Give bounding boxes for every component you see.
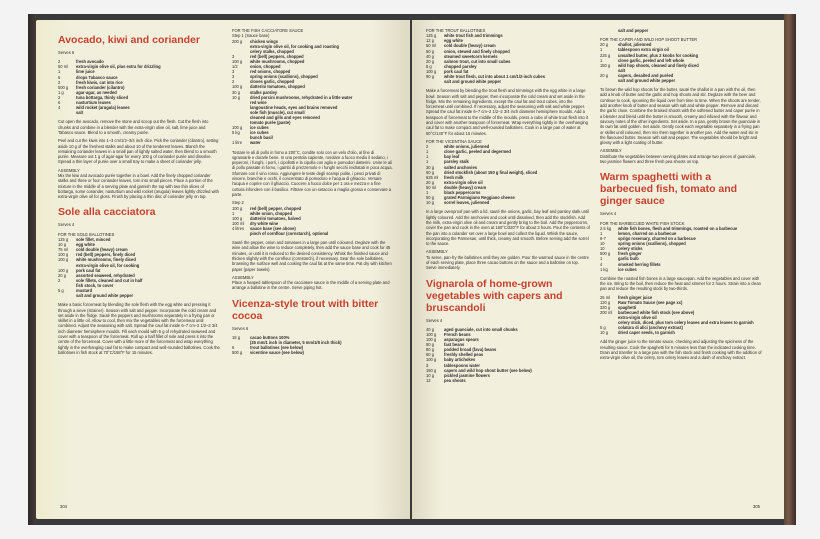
section-label: FOR THE SOLE BALLOTINES xyxy=(58,231,115,237)
ingredient-row xyxy=(600,267,762,272)
ingredient-quantity: 225 g xyxy=(600,52,611,58)
ingredient-quantity: 60 g xyxy=(426,169,434,175)
page-number: 305 xyxy=(753,504,760,509)
ingredient-quantity: 50 g xyxy=(426,195,434,201)
ingredient-name-text: ice cubes xyxy=(250,130,269,136)
ingredient-name xyxy=(250,350,394,355)
ingredient-quantity xyxy=(232,231,250,236)
right-page-column-2 xyxy=(600,28,762,364)
ingredient-name-text: dry white wine xyxy=(250,220,279,226)
book-edge-right xyxy=(784,14,796,525)
ingredient-quantity: 1 xyxy=(600,47,603,53)
ingredient-name-text: colatura di alici (anchovy extract) xyxy=(618,325,683,331)
ingredient-name-text: white mushrooms, finely diced xyxy=(76,257,136,263)
ingredient-quantity: 10 g xyxy=(600,330,608,336)
ingredient-name-text: barbecued white fish stock (see above) xyxy=(618,309,695,315)
ingredient-name-text: pinch of cornflour (cornstarch), optional xyxy=(250,231,329,236)
ingredient-quantity: 1 litre xyxy=(232,140,243,146)
ingredient-quantity: 100 g xyxy=(232,58,243,64)
ingredient-quantity: 500 g xyxy=(58,84,69,90)
ingredient-quantity: 6 xyxy=(58,74,61,80)
ingredient-quantity: 125 g xyxy=(426,33,437,39)
method-paragraph: To brown the wild hop shoots for the butter, sauté the shallot in a pan with the oil, then add a knob of butter and the garlic and hop shoots and stir. Deglaze with the beer and continue to cook, spooning the liquid over from time to time. When the shoots are tender, add another knob of butter and season with salt and white pepper. Remove and discard the garlic clove. Combine the braised shoots with the softened butter and caper purée in a blender and blend until the butter is smooth, creamy and infused with the flavour and savoury notes of the other ingredients. Set aside. In a pan, gently brown the guanciale in its own fat until golden. Set aside. Gently cook each vegetable separately in a frying pan or skillet until coloured, then mix them together in another pan. Add the water and stir in the flavoured butter. Season with salt and pepper. The vegetables should be bright and glossy with a light coating of butter. xyxy=(600,87,761,146)
section-label: Step 2 xyxy=(232,200,244,206)
ingredient-name-text: wild rocket (arugula) leaves xyxy=(76,105,130,111)
ingredient-quantity xyxy=(426,79,444,84)
ingredient-quantity: 3 xyxy=(232,69,235,75)
ingredient-quantity xyxy=(58,110,76,115)
ingredient-quantity: 30 g xyxy=(232,89,240,95)
left-page xyxy=(36,20,410,519)
ingredient-quantity xyxy=(600,78,618,83)
ingredient-name-text: white onion, chopped xyxy=(250,210,293,216)
ingredient-name xyxy=(618,78,762,83)
ingredient-name-text: red wine xyxy=(250,99,267,105)
section-label: Serves 6 xyxy=(58,50,75,55)
method-paragraph: Tostare le ali di pollo in forno a 200°C, condite solo con un velo d'olio, al fine di sgrassarle e dorarle bene. In una pentola capiente, rosolare a fuoco medio il sedano, i peperoni, i funghi, i porri, i cipollotti e la cipolla con aglio e pomodori datterini. Unire le ali di pollo passate in forno, i gambi di prezzemolo e i funghi secchi reidratati in poca acqua. Sfumare con il vino rosso. Aggiungere le teste degli scampi pulite, i pesci privati di viscere, branchie e occhi, il concentrato di pomodoro e l'acqua di ghiaccio. Versare l'acqua e coprire con il ghiaccio. Cuocere a fuoco dolce per 1 ora e mezza e a fine cottura infondere con il basilico. Filtrare con un setaccio a maglia grossa e conservare a parte. xyxy=(232,149,393,197)
ingredient-quantity: 1/2 xyxy=(232,64,238,70)
ingredient-quantity: 80 g xyxy=(426,347,434,353)
ingredient-name-text: pork caul fat xyxy=(444,68,469,74)
ingredient-name-text: bunch basil xyxy=(250,135,273,141)
ingredient-quantity: 20 g xyxy=(426,58,434,64)
ingredient-name xyxy=(250,231,394,236)
ingredient-name-text: parsley stalk xyxy=(444,159,469,165)
ingredient-quantity xyxy=(58,293,76,298)
ingredient-quantity: 200 g xyxy=(232,38,243,44)
ingredient-name-text: sole fillets, cleaned and cut in half xyxy=(76,277,143,283)
ingredient-quantity: 1 xyxy=(426,159,429,165)
ingredient-name-text: sole fish (muscle), cut small xyxy=(250,109,305,115)
ingredient-quantity: 20 g xyxy=(58,272,66,278)
ingredient-name-text: wild hop shoots, cleaned and finely diced xyxy=(618,62,699,68)
ingredient-quantity: 5 g xyxy=(58,288,64,294)
ingredient-name-text: double (heavy) cream xyxy=(444,184,487,190)
ingredient-row xyxy=(232,350,394,355)
ingredient-name-text: pickled jasmine flowers xyxy=(444,372,490,378)
ingredient-name-text: sprigs rosemary, charred on a barbecue xyxy=(618,236,696,242)
ingredient-name xyxy=(618,267,762,272)
ingredient-name-text: egg white xyxy=(444,38,463,44)
ingredient-name-text: unsalted butter, plus 2 knobs for cooking xyxy=(618,52,699,58)
ingredient-name-text: onion, stewed and finely chopped xyxy=(444,48,510,54)
ingredient-quantity: 100 g xyxy=(426,337,437,343)
method-paragraph: Sauté the pepper, onion and tomatoes in a large pan until coloured. Deglaze with the wine and allow the wine to reduce completely, then add the sauce base and cook for 45 minutes, or until it is reduced to the desired consistency. Whisk the finished sauce and thicken slightly with the cornflour (cornstarch), if necessary. Sear the sole ballotines, browning the surface well and cooking the caul fat at the same time. Pat dry with kitchen paper (paper towels). xyxy=(232,240,392,272)
ingredient-name-text: pea shoots xyxy=(444,377,466,383)
ingredient-quantity: 1 xyxy=(58,69,61,75)
ingredient-quantity: 625 ml xyxy=(426,174,439,180)
ingredient-quantity: 200 ml xyxy=(600,309,613,315)
section-label: Serves 6 xyxy=(232,325,249,331)
method-paragraph: Distribute the vegetables between serving plates and arrange two pieces of guanciale, two jasmine flowers and three fresh pea shoots on top. xyxy=(600,153,757,164)
ingredient-name-text: clove garlic, peeled and degermed xyxy=(444,149,511,155)
ingredient-quantity: 2 xyxy=(58,277,61,283)
ingredient-name-text: datterini tomatoes, chopped xyxy=(250,84,305,90)
ingredient-quantity: 2.5 kg xyxy=(600,225,612,231)
ingredient-name-text: salt xyxy=(618,67,626,73)
ingredient-quantity: 10 xyxy=(600,246,605,252)
ingredient-quantity: 100 g xyxy=(232,125,243,131)
ingredient-name-text: lime juice xyxy=(76,69,95,75)
ingredient-name-text: dried caper seeds, to garnish xyxy=(618,330,675,336)
ingredient-quantity: 12 xyxy=(426,377,431,383)
method-paragraph: To serve, pan-fry the ballotines until they are golden. Pour the warmed sauce in the centre of each serving plate, place three cacao buttons on the sauce and a ballotine on top. Serve immediately. xyxy=(426,254,589,271)
ingredient-quantity: 100 g xyxy=(58,252,69,258)
ingredient-name-text: fast beans xyxy=(444,342,465,348)
ingredient-name-text: red (bell) peppers, chopped xyxy=(250,53,304,59)
method-paragraph: Mix the kiwi and avocado purée together in a bowl. Add the finely chopped coriander stalks and three or four coriander leaves, torn into small pieces. Place a portion of the mixture in the middle of a serving plate and garnish the top with two thin slices of bottarga, some coriander, nasturtium and wild rocket (arugula) leaves lightly drizzled with extra-virgin olive oil for gloss. Finish by placing a thin disc of coriander jelly on top. xyxy=(58,173,219,200)
ingredient-quantity: 125 g xyxy=(58,237,69,243)
method-paragraph: In a large ovenproof pan with a lid, sauté the onions, garlic, bay leaf and parsley stalk until lightly coloured. Add the anchovies and cook until dissolved, then add the stockfish. Add the milk, extra-virgin olive oil and cream and gently bring to the boil. Add the peppercorns, cover the pan and cook in the oven at 160°C/320°F for about 3 hours. Pour the contents of the pan into a colander set over a large bowl and collect the liquid. Whisk the sauce, incorporating the Parmesan, until thick, creamy and smooth. Before serving add the sorrel to the sauce. xyxy=(426,209,590,247)
ingredient-name-text: langoustine heads, eyes and brains removed xyxy=(250,104,338,110)
method-paragraph: Make a forcemeat by blending the trout flesh and trimmings with the egg white in a large bowl. Season with salt and pepper, then incorporate the cold cream and set aside in the fridge. Mix the remaining ingredients, except the caul fat and trout cubes, into the forcemeat until combined. If necessary, adjust the seasoning with salt and white pepper. Spread the caul fat inside 6–7 cm–2 1/2–2 3/4 inch diameter hemisphere moulds. Add a teaspoon of forcemeat to the middle of the moulds, press a cube of white trout flesh into it and cover with another teaspoon of forcemeat. Wrap everything tightly in the overhanging caul fat to make compact and well-rounded ballotines. Cook in a large pan of water at 60°C/140°F for about 15 minutes. xyxy=(426,88,589,136)
ingredient-name-text: bay leaf xyxy=(444,154,460,160)
ingredient-quantity: 100 g xyxy=(426,68,437,74)
ingredient-name-text: water xyxy=(250,140,261,146)
ingredient-quantity: 2 xyxy=(58,59,61,65)
ingredient-name-text: aged guanciale, cut into small chunks xyxy=(444,326,518,332)
ingredient-name-text: fish stock, to cover xyxy=(76,282,114,288)
ingredient-quantity xyxy=(600,28,618,33)
ingredient-quantity: 5 g xyxy=(600,325,606,331)
ingredient-name-text: red (bell) pepper, chopped xyxy=(250,205,302,211)
ingredient-name-text: vicentine sauce (see below) xyxy=(250,350,304,356)
ingredient-quantity: 40 g xyxy=(426,53,434,59)
ingredient-name-text: grated Parmigiano Reggiano cheese xyxy=(444,195,515,201)
ingredient-quantity: 8 g xyxy=(426,63,432,69)
ingredient-quantity: 20 g xyxy=(600,72,608,78)
ingredient-name-text: stalks parsley xyxy=(250,89,278,95)
ingredient-name-text: cold double (heavy) cream xyxy=(444,43,496,49)
ingredient-row xyxy=(58,293,220,298)
ingredient-name-text: sorrel leaves, julienned xyxy=(444,200,490,206)
ingredient-name-text: ice cubes xyxy=(618,266,637,272)
ingredient-name-text: fresh avocado xyxy=(76,59,104,65)
ingredient-quantity: 2 xyxy=(232,79,235,85)
ingredient-quantity: 12 g xyxy=(426,38,434,44)
method-paragraph: Add the ginger juice to the tomato sauce, checking and adjusting the spiciness of the resulting sauce. Cook the spaghetti for 5 minutes less than the indicated cooking time. Drain and transfer to a large pan with the fish stock and finish cooking with the addition of extra-virgin olive oil, the celery, torn celery leaves and a dash of anchovy extract. xyxy=(600,339,762,361)
ingredient-quantity: 1 xyxy=(426,149,429,155)
ingredient-name-text: chicken wings xyxy=(250,38,278,44)
ingredient-name-text: spring onions (scallions), chopped xyxy=(618,241,686,247)
ingredient-name-text: dried stockfish (about 150 g final weight), sliced xyxy=(444,169,538,175)
ingredient-name-text: garlic bulb xyxy=(618,256,639,262)
ingredient-name xyxy=(76,110,220,115)
ingredient-quantity: 150 g xyxy=(600,62,611,68)
ingredient-row xyxy=(426,378,590,383)
ingredient-quantity: 1 xyxy=(426,190,429,196)
ingredient-quantity: 6 xyxy=(58,100,61,106)
ingredient-name-text: white onions, julienned xyxy=(444,144,490,150)
ingredient-name-text: extra-virgin olive oil, for cooking and roasting xyxy=(250,43,339,49)
recipe-title: Avocado, kiwi and coriander xyxy=(58,34,200,46)
ingredient-name-text: lemon, charred on a barbecue xyxy=(618,230,677,236)
ingredient-name-text: tablespoons water xyxy=(444,362,480,368)
ingredient-name-text: egg white xyxy=(76,242,95,248)
ingredient-name-text: cloves garlic, chopped xyxy=(250,79,295,85)
ingredient-name-text: cold double (heavy) cream xyxy=(76,247,128,253)
method-paragraph: Place a heaped tablespoon of the cacciatore sauce in the middle of a serving plate and arrange a ballotine in the centre. Serve piping hot. xyxy=(232,280,390,291)
ingredient-quantity: 100 g xyxy=(58,267,69,273)
method-paragraph: Peel and cut the kiwis into 1–3 cm/1/2–3/4 inch dice. Pick the coriander (cilantro), setting aside 10 g of the freshest stalks and about 10 of the tenderest leaves. Blanch the remaining coriander leaves in a small pan of lightly salted water, then blend to a smooth purée. Measure out 1 g of agar-agar for every 100 g of coriander purée and dissolve. Spread a thin layer of purée over a small tray to make a sheet of coriander jelly. xyxy=(58,138,219,165)
book-edge-left xyxy=(28,14,36,525)
ingredient-name xyxy=(444,200,590,205)
ingredient-name-text: drops Tabasco sauce xyxy=(76,74,118,80)
ingredient-name xyxy=(444,378,590,383)
ingredient-quantity: 100 g xyxy=(58,257,69,263)
ingredient-name-text: asparagus spears xyxy=(444,337,479,343)
ingredient-quantity: 5 kg xyxy=(232,130,240,136)
ingredient-name-text: assorted seaweed, rehydrated xyxy=(76,272,135,278)
ingredient-name-text: salt and ground white pepper xyxy=(76,293,134,299)
ingredient-name-text: salmon trout, cut into small cubes xyxy=(444,58,511,64)
ingredient-name-text: datterini tomatoes, halved xyxy=(250,215,301,221)
ingredient-name-text: white fish bones, flesh and trimmings, roasted on a barbecue xyxy=(618,225,738,231)
ingredient-name-text: celery sticks xyxy=(618,246,643,252)
section-label: FOR THE VICENTINA SAUCE xyxy=(426,138,482,144)
ingredient-name-text: onion, chopped xyxy=(250,64,281,70)
ingredient-quantity: 500 g xyxy=(600,251,611,257)
ingredient-quantity: 30 g xyxy=(426,164,434,170)
ingredient-name-text: celery stick, diced, plus torn celery leaves and extra leaves to garnish xyxy=(618,320,754,326)
ingredient-name-text: baby artichokes xyxy=(444,357,476,363)
ingredient-quantity: 25 ml xyxy=(600,294,611,300)
ingredient-quantity: 100 ml xyxy=(232,220,245,226)
section-label: Serves 4 xyxy=(426,317,443,323)
ingredient-name-text: salt and ground white pepper xyxy=(618,78,676,84)
ingredient-quantity: 100 g xyxy=(426,331,437,337)
section-label: ASSEMBLY xyxy=(426,249,448,255)
ingredient-name-text: white trout fish and trimmings xyxy=(444,33,503,39)
ingredient-name-text: shallot, julienned xyxy=(618,42,652,48)
section-label: FOR THE TROUT BALLOTINES xyxy=(426,28,486,33)
page-number: 304 xyxy=(60,504,67,509)
ingredient-quantity: 40 g xyxy=(426,326,434,332)
spacer xyxy=(232,355,394,359)
recipe-title: Vicenza-style trout with bitter cocoa xyxy=(232,297,379,322)
ingredient-quantity: 10 g xyxy=(426,200,434,206)
ingredient-quantity: 10 g xyxy=(232,94,240,100)
ingredient-quantity: 120 g xyxy=(600,299,611,305)
ingredient-row xyxy=(232,231,394,236)
section-label: FOR THE FISH CACCIATORE SAUCE xyxy=(232,28,304,33)
ingredient-quantity: 100 g xyxy=(232,205,243,211)
ingredient-quantity: 90 g xyxy=(426,74,434,80)
right-page-column-1 xyxy=(426,28,590,387)
ingredient-name xyxy=(444,79,590,84)
ingredient-name-text: white trout flesh, cut into about 1 cm/1/2-inch cubes xyxy=(444,74,545,80)
ingredient-name-text: capers, desalted and puréed xyxy=(618,72,674,78)
ingredient-quantity: 6-7 xyxy=(600,236,606,242)
ingredient-name-text: cacao buttons 100% xyxy=(250,335,290,341)
ingredient-name-text: capers and wild hop shoot butter (see below) xyxy=(444,367,532,373)
section-label: FOR THE BARBECUED WHITE FISH STOCK xyxy=(600,220,685,226)
spacer xyxy=(426,383,590,387)
ingredient-row xyxy=(600,330,762,335)
ingredient-name-text: tablespoon extra virgin oil xyxy=(618,47,669,53)
section-label: Serves 4 xyxy=(58,222,75,228)
left-page-column-1 xyxy=(58,34,220,358)
ingredient-name-text: spring onions (scallions), chopped xyxy=(250,74,318,80)
ingredient-quantity: 2 xyxy=(58,94,61,100)
ingredient-quantity: 10 xyxy=(600,241,605,247)
ingredient-name-text: celery stalks, chopped xyxy=(250,48,294,54)
ingredient-row xyxy=(600,78,762,83)
ingredient-name-text: trout ballotines (see below) xyxy=(250,345,303,351)
open-book xyxy=(28,14,796,525)
ingredient-quantity: 500 g xyxy=(232,350,243,356)
ingredient-row xyxy=(600,28,762,33)
ingredient-quantity: 320 g xyxy=(600,304,611,310)
ingredient-quantity: 1 kg xyxy=(600,266,608,272)
ingredient-name-text: extra-virgin olive oil, plus extra for drizzling xyxy=(76,64,161,70)
ingredient-name-text: salted anchovies xyxy=(444,164,477,170)
ingredient-name-text: chopped parsley xyxy=(444,63,477,69)
section-label: Serves 4 xyxy=(600,211,617,217)
ingredient-row xyxy=(426,200,590,205)
section-label: FOR THE CAPER AND WILD HOP SHOOT BUTTER xyxy=(600,37,698,43)
ingredient-quantity: 60 g xyxy=(426,352,434,358)
ingredient-quantity: 18 g xyxy=(232,335,240,341)
ingredient-quantity: 4 xyxy=(600,261,603,267)
ingredient-name xyxy=(618,28,762,33)
ingredient-name-text: fresh coriander (cilantro) xyxy=(76,84,125,90)
recipe-title: Warm spaghetti with a barbecued fish, tomato and ginger sauce xyxy=(600,171,738,208)
ingredient-name-text: Raw Tomato Sauce (see page xx) xyxy=(618,299,683,305)
method-paragraph: Combine the roasted fish bones in a large saucepan. Add the vegetables and cover with the ice. Bring to the boil, then reduce the heat and simmer for 2 hours. Strain into a clean pan and reduce the resulting stock by two-thirds. xyxy=(600,275,761,292)
ingredient-quantity: 50 ml xyxy=(426,43,437,49)
ingredient-quantity: 1 xyxy=(426,154,429,160)
ingredient-name-text: fresh milk xyxy=(444,174,464,180)
ingredient-name-text: tomato purée (paste) xyxy=(250,120,291,126)
ingredient-name-text: steamed sweetcorn kernels xyxy=(444,53,498,59)
ingredient-quantity: 20 g xyxy=(600,42,608,48)
ingredient-quantity: 2 xyxy=(58,79,61,85)
ingredient-quantity: 50 ml xyxy=(58,64,69,70)
ingredient-name-text: spaghetti xyxy=(618,304,637,310)
ingredient-quantity: 20 g xyxy=(426,179,434,185)
ingredient-name-text: extra-virgin olive oil xyxy=(618,315,657,320)
ingredient-quantity: 3 xyxy=(232,53,235,59)
section-label: Step 1 (Sauce base) xyxy=(232,33,270,39)
ingredient-name-text: clove garlic, peeled and left whole xyxy=(618,57,685,63)
ingredient-quantity: 10 g xyxy=(58,242,66,248)
ingredient-name-text: cleaned and gills and eyes removed xyxy=(250,115,320,120)
ingredient-quantity: 50 ml xyxy=(426,184,437,190)
method-paragraph: Make a basic forcemeat by blending the sole flesh with the egg white and pressing it through a sieve (strainer). Season with salt and pepper. Incorporate the cold cream and set aside in the fridge. Sauté the peppers and mushrooms separately in a frying pan or skillet in a little oil. Allow to cool, then mix the vegetables with the forcemeat until combined. Adjust the seasoning with salt. Spread the caul fat inside 6–7 cm–2 1/2–2 3/4 inch diameter hemisphere moulds. Fill each mould with 5 g of rehydrated seaweed and cover with a teaspoon of the forcemeat. Roll up a half fillet of sole and press it into the centre of the forcemeat. Cover with a little more of the forcemeat and wrap everything tightly in the overhanging caul fat to make compact and well-rounded ballotines. Cook the ballotines in fish stock at 70°C/158°F for 15 minutes. xyxy=(58,302,220,355)
ingredient-quantity: 1 xyxy=(600,256,603,262)
ingredient-name-text: freshly shelled peas xyxy=(444,352,484,358)
left-page-column-2 xyxy=(232,28,394,359)
ingredient-name-text: red (bell) peppers, finely diced xyxy=(76,252,136,258)
ingredient-name-text: salt and ground white pepper xyxy=(444,79,502,85)
ingredient-name-text: sole fillet, minced xyxy=(76,237,111,243)
ingredient-name-text: white mushrooms, chopped xyxy=(250,58,305,64)
ingredient-name-text: tuna bottarga, thinly sliced xyxy=(76,94,129,100)
ingredient-quantity: 3 xyxy=(232,74,235,80)
ingredient-row xyxy=(426,79,590,84)
ingredient-quantity: 4 xyxy=(58,105,61,111)
ingredient-name xyxy=(618,330,762,335)
recipe-title: Vignarola of home-grown vegetables with capers and bruscandoli xyxy=(426,277,563,314)
recipe-title: Sole alla cacciatora xyxy=(58,206,156,219)
section-label: ASSEMBLY xyxy=(232,274,254,280)
ingredient-name-text: (25 mm/1 inch in diameter, 5 mm/1/8 inch thick) xyxy=(250,340,342,346)
ingredient-quantity: 4 litres xyxy=(232,225,245,231)
ingredient-quantity: 2 xyxy=(426,144,429,150)
ingredient-name-text: fresh ginger juice xyxy=(618,294,653,300)
ingredient-quantity: 1 xyxy=(232,210,235,216)
ingredient-name-text: fresh ginger xyxy=(618,251,642,257)
ingredient-quantity: 1 g xyxy=(58,89,64,95)
ingredient-quantity: 75 ml xyxy=(58,247,69,253)
ingredient-name-text: ice cubes xyxy=(250,125,269,131)
section-label: ASSEMBLY xyxy=(58,167,80,173)
ingredient-name-text: fresh kiwis, cut into rice xyxy=(76,79,123,85)
ingredient-quantity: 10 g xyxy=(426,372,434,378)
ingredient-quantity: 1 xyxy=(600,230,603,236)
ingredient-name-text: sauce base (see above) xyxy=(250,225,296,231)
ingredient-quantity: 6 xyxy=(232,345,235,351)
ingredient-quantity: 50 g xyxy=(426,342,434,348)
ingredient-name xyxy=(76,293,220,298)
ingredient-name-text: red onions, chopped xyxy=(250,69,291,75)
right-page xyxy=(412,20,784,519)
ingredient-name-text: smoked herring fillets xyxy=(618,261,661,267)
ingredient-name-text: nasturtium leaves xyxy=(76,100,111,106)
method-paragraph: Cut open the avocado, remove the stone and scoop out the flesh. Cut the flesh into chunks and combine in a blender with the extra-virgin olive oil, salt, lime juice and Tabasco sauce. Blend to a smooth, creamy purée. xyxy=(58,119,209,135)
ingredient-quantity: 100 g xyxy=(426,357,437,363)
ingredient-quantity: 100 g xyxy=(232,215,243,221)
ingredient-name xyxy=(250,140,394,145)
ingredient-name-text: salt xyxy=(76,110,84,116)
ingredient-quantity: 150 g xyxy=(426,367,437,373)
ingredient-name-text: black peppercorns xyxy=(444,190,481,196)
ingredient-name-text: French beans xyxy=(444,331,471,337)
ingredient-row xyxy=(58,110,220,115)
section-label: ASSEMBLY xyxy=(600,148,622,154)
ingredient-name-text: extra-virgin olive oil xyxy=(444,179,483,185)
ingredient-name-text: salt and pepper xyxy=(618,28,649,33)
ingredient-row xyxy=(232,140,394,145)
ingredient-quantity: 3 xyxy=(426,362,429,368)
ingredient-quantity: 100 g xyxy=(232,84,243,90)
ingredient-name-text: extra-virgin olive oil, for cooking xyxy=(76,262,140,268)
ingredient-name-text: mustard xyxy=(76,288,93,294)
ingredient-name-text: dried porcini mushrooms, rehydrated in a little water xyxy=(250,94,353,100)
ingredient-name-text: agar-agar, as needed xyxy=(76,89,117,95)
ingredient-name-text: podded broad (fava) beans xyxy=(444,347,497,353)
ingredient-quantity: 50 g xyxy=(426,48,434,54)
ingredient-name-text: pork caul fat xyxy=(76,267,101,273)
ingredient-quantity: 1 xyxy=(600,57,603,63)
